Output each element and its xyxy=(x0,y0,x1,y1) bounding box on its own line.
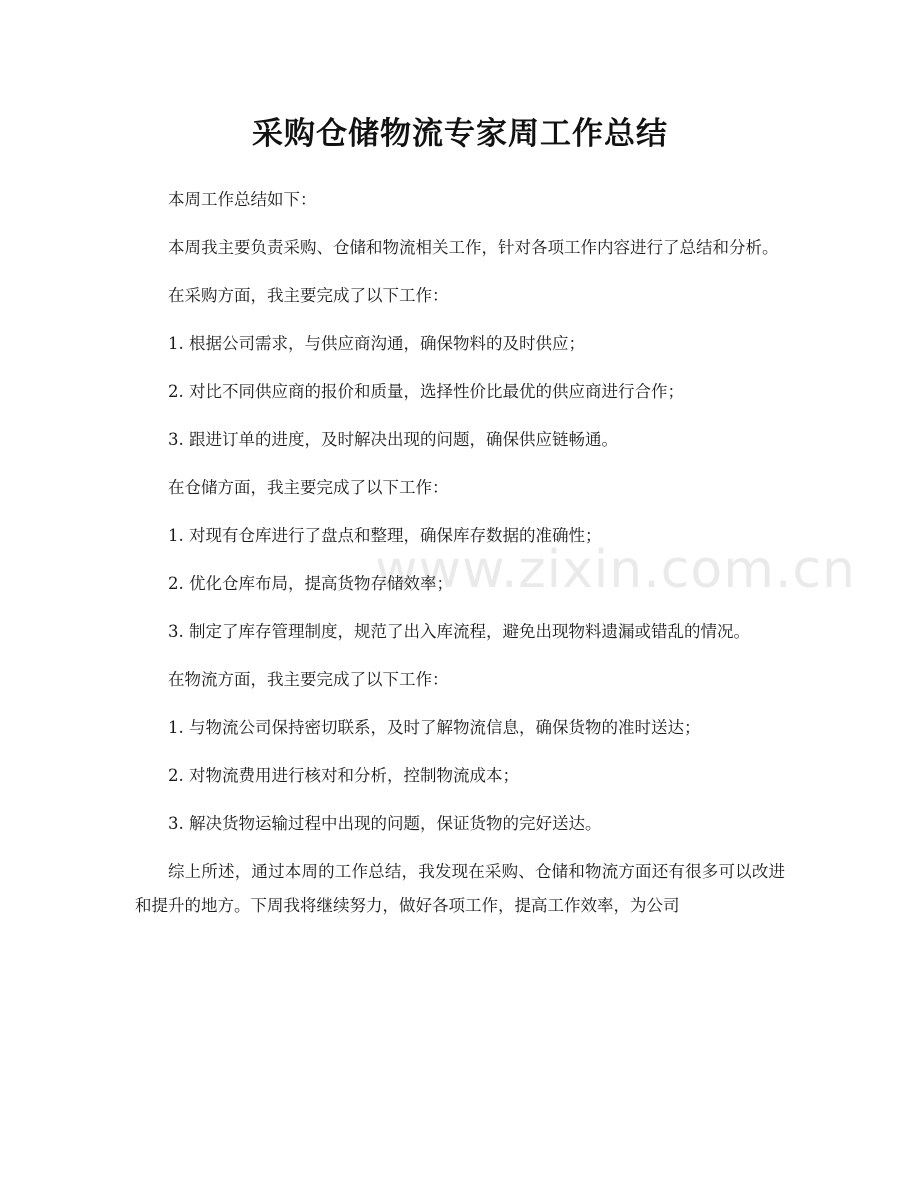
list-item: 3. 制定了库存管理制度，规范了出入库流程，避免出现物料遗漏或错乱的情况。 xyxy=(168,622,750,641)
list-item: 1. 根据公司需求，与供应商沟通，确保物料的及时供应； xyxy=(168,334,585,353)
section-heading-logistics: 在物流方面，我主要完成了以下工作： xyxy=(168,670,449,689)
watermark: www.zixin.com.cn xyxy=(375,540,856,600)
list-item: 1. 对现有仓库进行了盘点和整理，确保库存数据的准确性； xyxy=(168,526,602,545)
paragraph-overview: 本周我主要负责采购、仓储和物流相关工作，针对各项工作内容进行了总结和分析。 xyxy=(168,238,779,257)
page-title: 采购仓储物流专家周工作总结 xyxy=(252,116,668,152)
list-item: 3. 跟进订单的进度，及时解决出现的问题，确保供应链畅通。 xyxy=(168,430,618,449)
section-heading-procurement: 在采购方面，我主要完成了以下工作： xyxy=(168,286,449,305)
section-heading-warehousing: 在仓储方面，我主要完成了以下工作： xyxy=(168,478,449,497)
list-item: 2. 对比不同供应商的报价和质量，选择性价比最优的供应商进行合作； xyxy=(168,382,684,401)
list-item: 3. 解决货物运输过程中出现的问题，保证货物的完好送达。 xyxy=(168,814,602,833)
list-item: 1. 与物流公司保持密切联系，及时了解物流信息，确保货物的准时送达； xyxy=(168,718,701,737)
list-item: 2. 对物流费用进行核对和分析，控制物流成本； xyxy=(168,766,519,785)
paragraph-intro: 本周工作总结如下： xyxy=(168,190,317,209)
paragraph-conclusion: 综上所述，通过本周的工作总结，我发现在采购、仓储和物流方面还有很多可以改进和提升的地方。下周我将继续努力，做好各项工作，提高工作效率，为公司 xyxy=(135,862,785,915)
document-body xyxy=(135,183,785,937)
list-item: 2. 优化仓库布局，提高货物存储效率； xyxy=(168,574,453,593)
